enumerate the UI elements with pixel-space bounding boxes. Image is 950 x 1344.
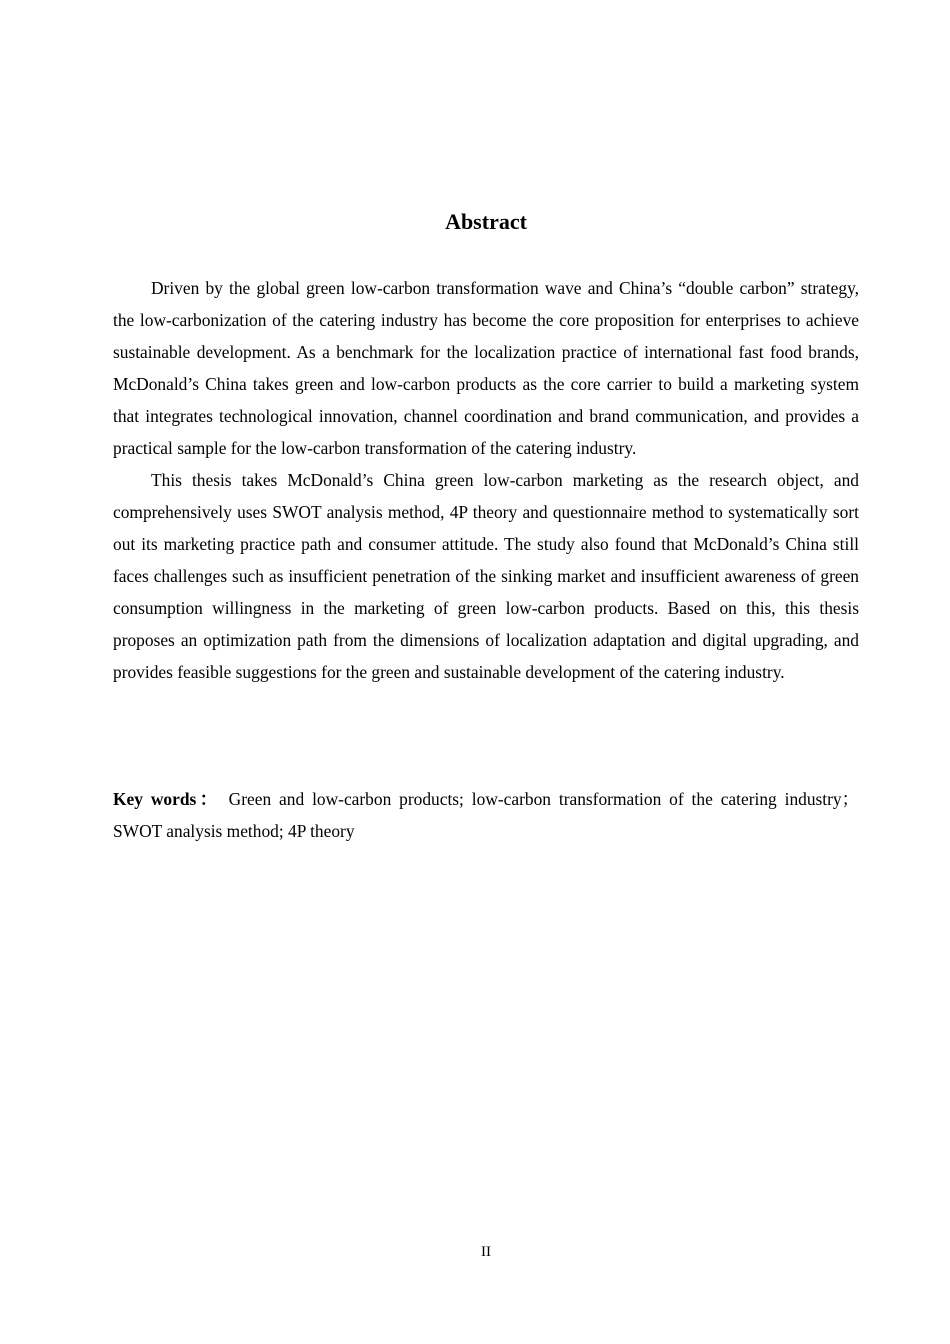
abstract-paragraph-2: This thesis takes McDonald’s China green low-carbon marketing as the research object, and comprehensively uses SWOT analysis method, 4P theory and questionnaire method to systematically sort out its marketing practice path and consumer attitude. The study also found that McDonald’s China still faces challenges such as insufficient penetration of the sinking market and insufficient awareness of green consumption willingness in the marketing of green low-carbon products. Based on this, this thesis proposes an optimization path from the dimensions of localization adaptation and digital upgrading, and provides feasible suggestions for the green and sustainable development of the catering industry. xyxy=(113,470,859,682)
abstract-paragraph-1: Driven by the global green low-carbon transformation wave and China’s “double carbon” strategy, the low-carbonization of the catering industry has become the core proposition for enterprises to achieve sustainable development. As a benchmark for the localization practice of international fast food brands, McDonald’s China takes green and low-carbon products as the core carrier to build a marketing system that integrates technological innovation, channel coordination and brand communication, and provides a practical sample for the low-carbon transformation of the catering industry. xyxy=(113,278,859,458)
abstract-body xyxy=(113,272,859,688)
keywords-text: Green and low-carbon products; low-carbon transformation of the catering industry；SWOT analysis method; 4P theory xyxy=(113,789,860,841)
keywords-label: Key words： xyxy=(113,789,221,809)
abstract-title: Abstract xyxy=(445,209,527,234)
page-number: II xyxy=(481,1244,491,1260)
keywords-line xyxy=(113,783,859,847)
